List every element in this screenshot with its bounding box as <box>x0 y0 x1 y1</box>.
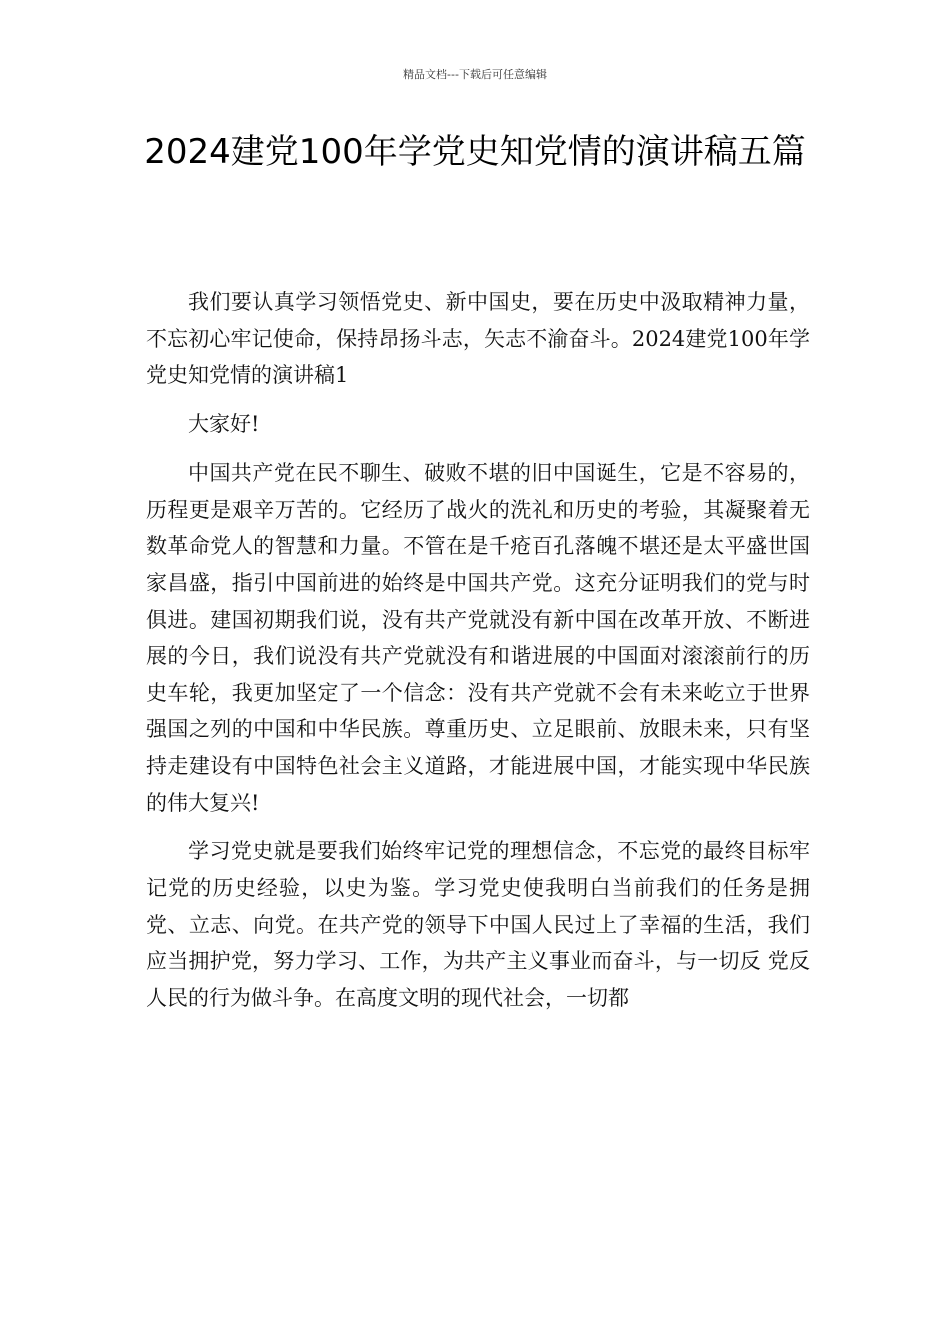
paragraph-history: 中国共产党在民不聊生、破败不堪的旧中国诞生，它是不容易的，历程更是艰辛万苦的。它经历了战火的洗礼和历史的考验，其凝聚着无数革命党人的智慧和力量。不管在是千疮百孔落魄不堪还是太平盛世国家昌盛，指引中国前进的始终是中国共产党。这充分证明我们的党与时俱进。建国初期我们说，没有共产党就没有新中国在改革开放、不断进展的今日，我们说没有共产党就没有和谐进展的中国面对滚滚前行的历史车轮，我更加坚定了一个信念：没有共产党就不会有未来屹立于世界强国之列的中国和中华民族。尊重历史、立足眼前、放眼未来，只有坚持走建设有中国特色社会主义道路，才能进展中国，才能实现中华民族的伟大复兴! <box>146 461 810 815</box>
page-header-note: 精品文档---下载后可任意编辑 <box>403 68 547 81</box>
paragraph-study: 学习党史就是要我们始终牢记党的理想信念，不忘党的最终目标牢记党的历史经验，以史为鉴。学习党史使我明白当前我们的任务是拥党、立志、向党。在共产党的领导下中国人民过上了幸福的生活，我们应当拥护党，努力学习、工作，为共产主义事业而奋斗，与一切反 党反人民的行为做斗争。在高度文明的现代社会，一切都 <box>146 839 810 1010</box>
document-body <box>146 284 810 1029</box>
paragraph-intro: 我们要认真学习领悟党史、新中国史，要在历史中汲取精神力量，不忘初心牢记使命，保持昂扬斗志，矢志不渝奋斗。2024建党100年学党史知党情的演讲稿1 <box>146 290 810 388</box>
document-title: 2024建党100年学党史知党情的演讲稿五篇 <box>144 132 806 172</box>
paragraph-greeting: 大家好! <box>188 412 260 437</box>
